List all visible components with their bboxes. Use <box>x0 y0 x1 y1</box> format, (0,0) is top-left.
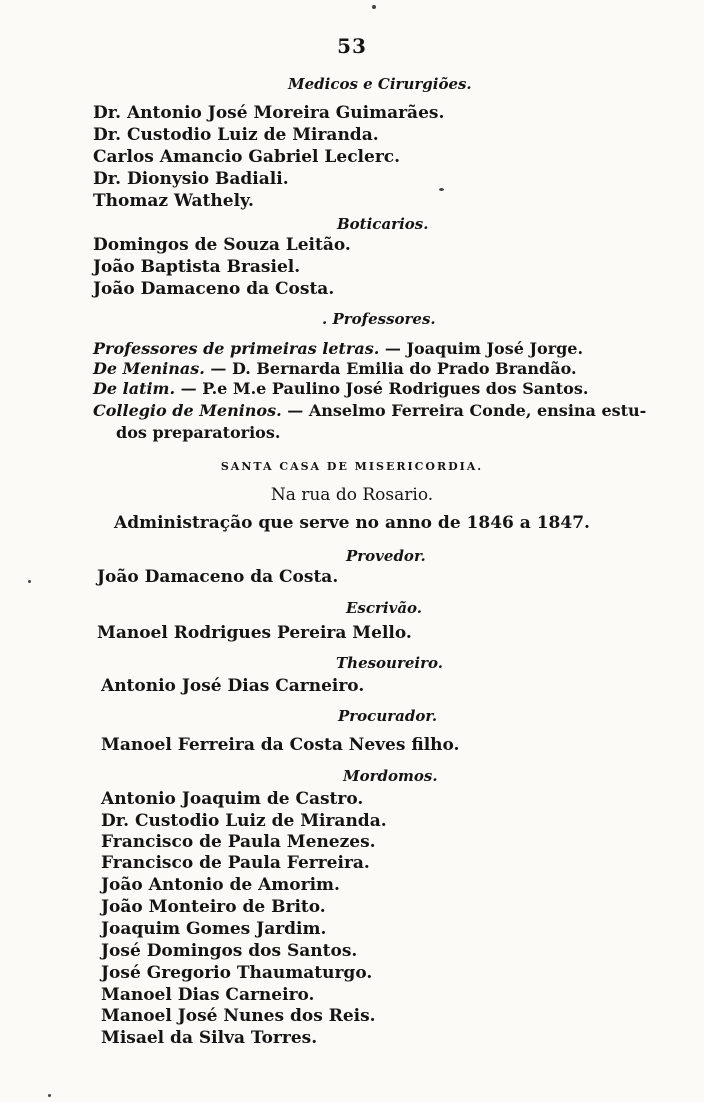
professor-category: Collegio de Meninos. <box>93 401 282 420</box>
paper-speck <box>48 1094 51 1097</box>
escrivao-heading: Escrivão. <box>346 599 423 617</box>
medico-name: Dr. Dionysio Badiali. <box>93 169 289 189</box>
provedor-name: João Damaceno da Costa. <box>97 567 339 587</box>
professor-entry <box>93 358 577 380</box>
professor-category: De Meninas. <box>93 359 205 378</box>
procurador-heading: Procurador. <box>338 707 438 725</box>
medicos-heading: Medicos e Cirurgiões. <box>288 75 472 93</box>
boticario-name: Domingos de Souza Leitão. <box>93 235 351 255</box>
santa-casa-address: Na rua do Rosario. <box>270 485 434 505</box>
medico-name: Thomaz Wathely. <box>93 191 254 211</box>
mordomo-name: João Monteiro de Brito. <box>101 897 326 917</box>
mordomo-name: Misael da Silva Torres. <box>101 1028 318 1048</box>
mordomo-name: Manoel Dias Carneiro. <box>101 985 315 1005</box>
paper-speck <box>439 188 444 191</box>
professor-entry <box>93 400 646 422</box>
mordomo-name: José Domingos dos Santos. <box>101 941 358 961</box>
paper-speck <box>28 580 31 583</box>
professor-name: — Anselmo Ferreira Conde, ensina estu- <box>281 401 647 420</box>
professor-entry <box>93 338 583 360</box>
thesoureiro-heading: Thesoureiro. <box>336 654 443 672</box>
mordomo-name: José Gregorio Thaumaturgo. <box>101 963 373 983</box>
provedor-heading: Provedor. <box>346 547 426 565</box>
paper-speck <box>372 5 376 9</box>
boticarios-heading: Boticarios. <box>337 215 429 233</box>
escrivao-name: Manoel Rodrigues Pereira Mello. <box>97 623 412 643</box>
professor-continuation: dos preparatorios. <box>116 423 281 442</box>
mordomo-name: Francisco de Paula Menezes. <box>101 832 376 852</box>
procurador-name: Manoel Ferreira da Costa Neves filho. <box>101 735 460 755</box>
mordomos-heading: Mordomos. <box>343 767 438 785</box>
professor-name: — P.e M.e Paulino José Rodrigues dos Santos. <box>175 379 589 398</box>
professor-name: — Joaquim José Jorge. <box>379 339 584 358</box>
mordomo-name: Manoel José Nunes dos Reis. <box>101 1006 376 1026</box>
mordomo-name: Joaquim Gomes Jardim. <box>101 919 327 939</box>
administration-line: Administração que serve no anno de 1846 a 1847. <box>114 513 590 533</box>
medico-name: Dr. Custodio Luiz de Miranda. <box>93 125 379 145</box>
mordomo-name: Francisco de Paula Ferreira. <box>101 853 370 873</box>
professor-category: Professores de primeiras letras. <box>93 339 380 358</box>
professor-name: — D. Bernarda Emilia do Prado Brandão. <box>204 359 577 378</box>
professor-entry <box>93 378 588 400</box>
mordomo-name: Dr. Custodio Luiz de Miranda. <box>101 811 387 831</box>
page-number: 53 <box>337 34 367 58</box>
mordomo-name: João Antonio de Amorim. <box>101 875 340 895</box>
boticario-name: João Damaceno da Costa. <box>93 279 335 299</box>
thesoureiro-name: Antonio José Dias Carneiro. <box>101 676 365 696</box>
medico-name: Carlos Amancio Gabriel Leclerc. <box>93 147 401 167</box>
professores-heading: . Professores. <box>322 310 436 328</box>
boticario-name: João Baptista Brasiel. <box>93 257 301 277</box>
mordomo-name: Antonio Joaquim de Castro. <box>101 789 364 809</box>
professor-category: De latim. <box>93 379 176 398</box>
santa-casa-title: SANTA CASA DE MISERICORDIA. <box>220 460 484 473</box>
medico-name: Dr. Antonio José Moreira Guimarães. <box>93 103 445 123</box>
